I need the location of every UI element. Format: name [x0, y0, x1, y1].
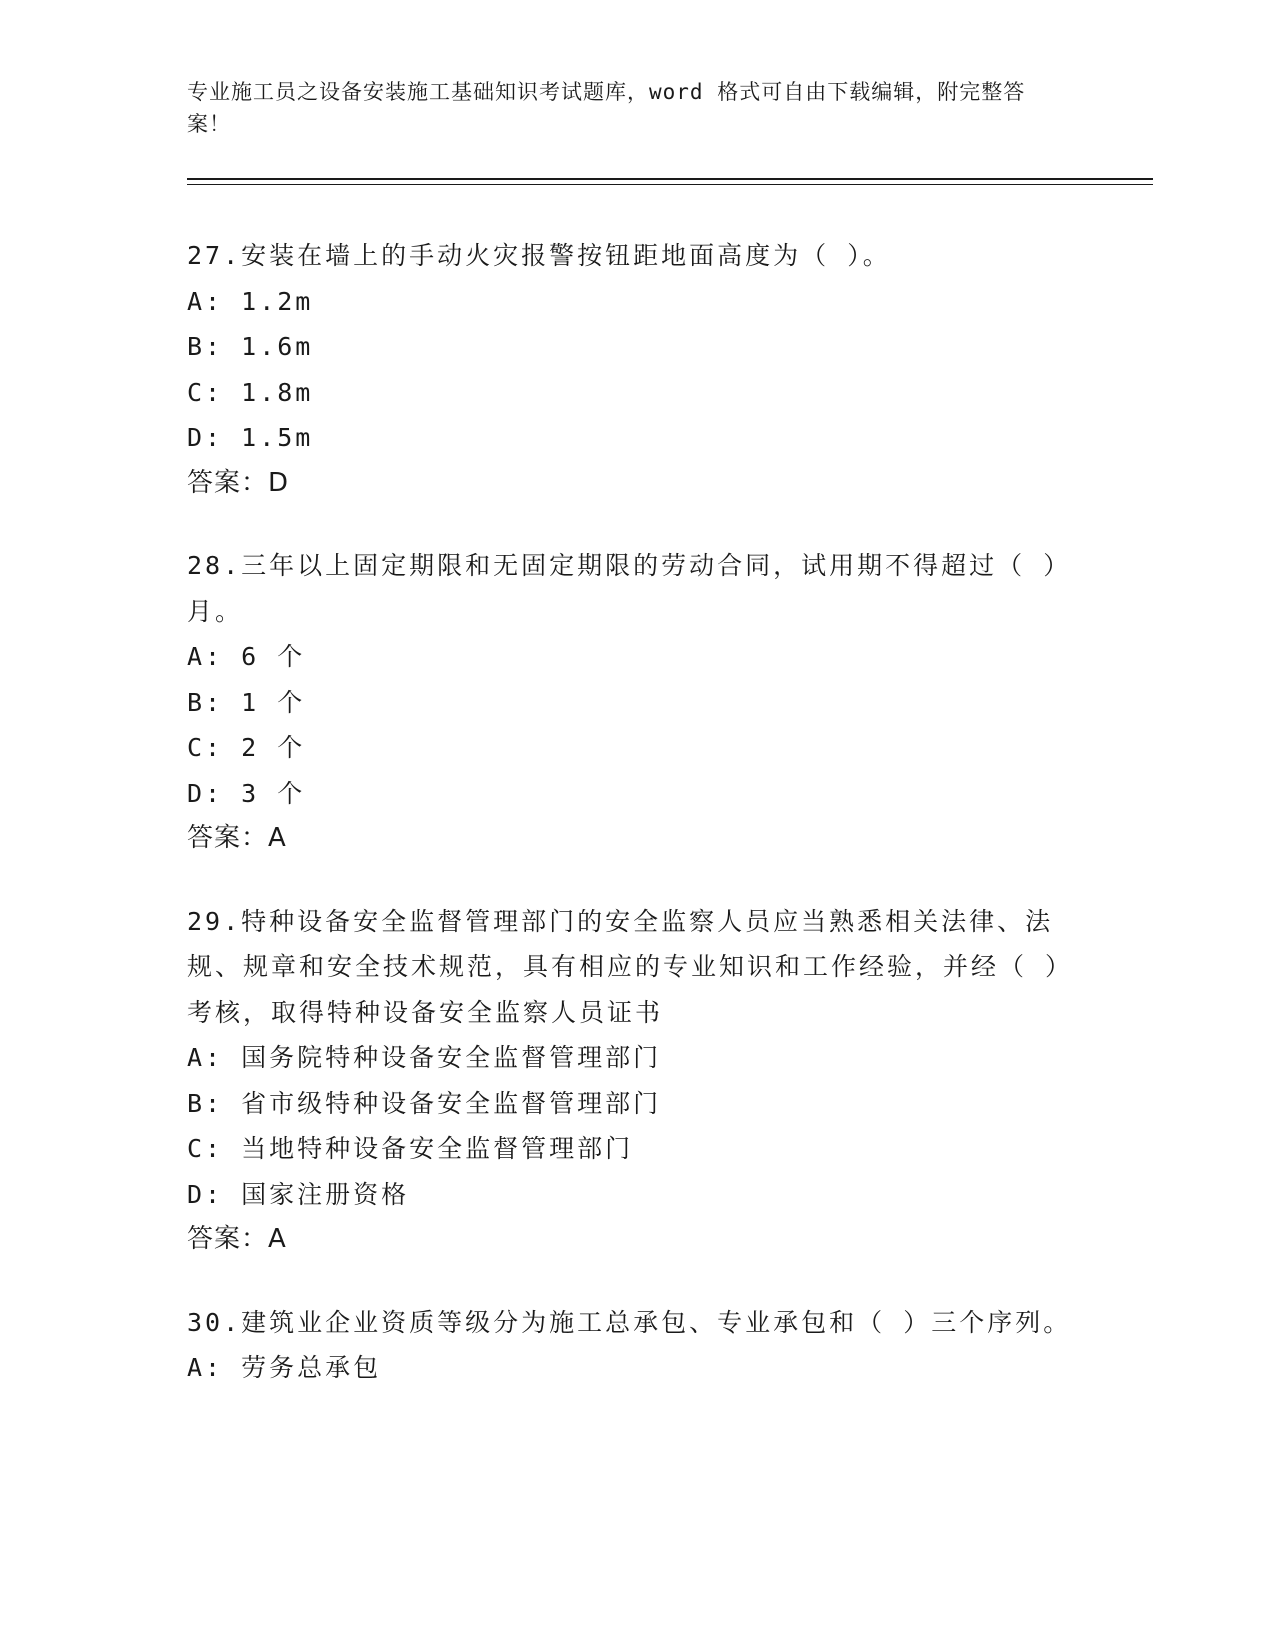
option-d: D: 国家注册资格: [187, 1179, 410, 1209]
option-c: C: 1.8m: [187, 377, 314, 407]
question-27: [187, 233, 1087, 506]
question-stem: 30.建筑业企业资质等级分为施工总承包、专业承包和（ ）三个序列。: [187, 1307, 1072, 1337]
answer-label: 答案：A: [187, 823, 287, 853]
option-c: C: 当地特种设备安全监督管理部门: [187, 1134, 634, 1163]
option-c: C: 2 个: [187, 733, 306, 762]
answer-label: 答案：A: [187, 1224, 287, 1254]
question-30: [187, 1300, 1087, 1391]
header-divider-thick: [187, 178, 1153, 180]
option-a: A: 6 个: [187, 642, 306, 671]
option-a: A: 1.2m: [187, 286, 314, 316]
header-divider-thin: [187, 184, 1153, 185]
option-b: B: 省市级特种设备安全监督管理部门: [187, 1088, 662, 1118]
answer-label: 答案：D: [187, 467, 290, 498]
question-29: [187, 899, 1087, 1263]
question-stem: 29.特种设备安全监督管理部门的安全监察人员应当熟悉相关法律、法规、规章和安全技术规范，具有相应的专业知识和工作经验，并经（ ）考核，取得特种设备安全监察人员证书: [187, 906, 1074, 1027]
question-list: [187, 233, 1087, 1428]
question-stem: 27.安装在墙上的手动火灾报警按钮距地面高度为（ ）。: [187, 241, 891, 270]
option-d: D: 1.5m: [187, 423, 314, 452]
option-a: A: 劳务总承包: [187, 1353, 382, 1382]
option-b: B: 1.6m: [187, 332, 314, 361]
option-a: A: 国务院特种设备安全监督管理部门: [187, 1043, 662, 1072]
question-stem: 28.三年以上固定期限和无固定期限的劳动合同，试用期不得超过（ ）月。: [187, 551, 1072, 626]
document-intro: 专业施工员之设备安装施工基础知识考试题库，word 格式可自由下载编辑，附完整答案！: [187, 80, 1026, 136]
option-d: D: 3 个: [187, 778, 306, 808]
question-28: [187, 543, 1087, 862]
option-b: B: 1 个: [187, 687, 306, 717]
